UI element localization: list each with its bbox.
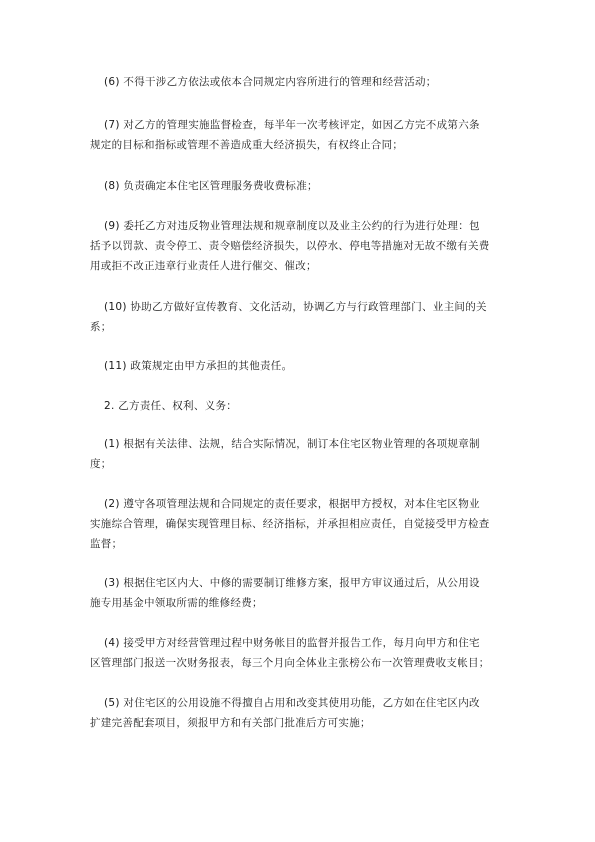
paragraph-line: 监督； (90, 538, 123, 550)
paragraph-line: (3) 根据住宅区内大、中修的需要制订维修方案，报甲方审议通过后，从公用设 (104, 577, 480, 589)
paragraph-b-item-3 (90, 573, 510, 613)
paragraph-item-8 (90, 176, 510, 196)
paragraph-line: (1) 根据有关法律、法规，结合实际情况，制订本住宅区物业管理的各项规章制 (104, 438, 480, 450)
paragraph-line: (6) 不得干涉乙方依法或依本合同规定内容所进行的管理和经营活动； (104, 76, 437, 88)
paragraph-line: (7) 对乙方的管理实施监督检查，每半年一次考核评定，如因乙方完不成第六条 (104, 119, 480, 131)
section-heading-party-b (90, 396, 510, 416)
paragraph-line: (8) 负责确定本住宅区管理服务费收费标准； (104, 180, 318, 192)
paragraph-line: 度； (90, 458, 112, 470)
paragraph-line: 实施综合管理，确保实现管理目标、经济指标，并承担相应责任，自觉接受甲方检查 (90, 518, 490, 530)
paragraph-b-item-1 (90, 434, 510, 474)
paragraph-line: 区管理部门报送一次财务报表，每三个月向全体业主张榜公布一次管理费收支帐目； (90, 657, 490, 669)
paragraph-line: 规定的目标和指标或管理不善造成重大经济损失，有权终止合同； (90, 139, 404, 151)
paragraph-line: (11) 政策规定由甲方承担的其他责任。 (104, 360, 293, 372)
paragraph-item-11 (90, 356, 510, 376)
paragraph-line: 系； (90, 321, 112, 333)
paragraph-line: (10) 协助乙方做好宣传教育、文化活动，协调乙方与行政管理部门、业主间的关 (104, 301, 487, 313)
section-heading: 2. 乙方责任、权利、义务： (104, 400, 238, 412)
paragraph-line: 用或拒不改正违章行业责任人进行催交、催改； (90, 260, 317, 272)
paragraph-line: 施专用基金中领取所需的维修经费； (90, 597, 263, 609)
paragraph-item-9 (90, 216, 510, 276)
paragraph-item-7 (90, 115, 510, 155)
paragraph-line: (2) 遵守各项管理法规和合同规定的责任要求，根据甲方授权，对本住宅区物业 (104, 498, 480, 510)
paragraph-item-10 (90, 297, 510, 337)
paragraph-b-item-4 (90, 633, 510, 673)
paragraph-line: 扩建完善配套项目，须报甲方和有关部门批准后方可实施； (90, 717, 371, 729)
paragraph-line: (9) 委托乙方对违反物业管理法规和规章制度以及业主公约的行为进行处理：包 (104, 220, 480, 232)
paragraph-item-6 (90, 72, 510, 92)
paragraph-b-item-5 (90, 693, 510, 733)
paragraph-line: (5) 对住宅区的公用设施不得擅自占用和改变其使用功能，乙方如在住宅区内改 (104, 697, 480, 709)
paragraph-line: 括予以罚款、责令停工、责令赔偿经济损失，以停水、停电等措施对无故不缴有关费 (90, 240, 490, 252)
paragraph-b-item-2 (90, 494, 510, 554)
paragraph-line: (4) 接受甲方对经营管理过程中财务帐目的监督并报告工作，每月向甲方和住宅 (104, 637, 480, 649)
